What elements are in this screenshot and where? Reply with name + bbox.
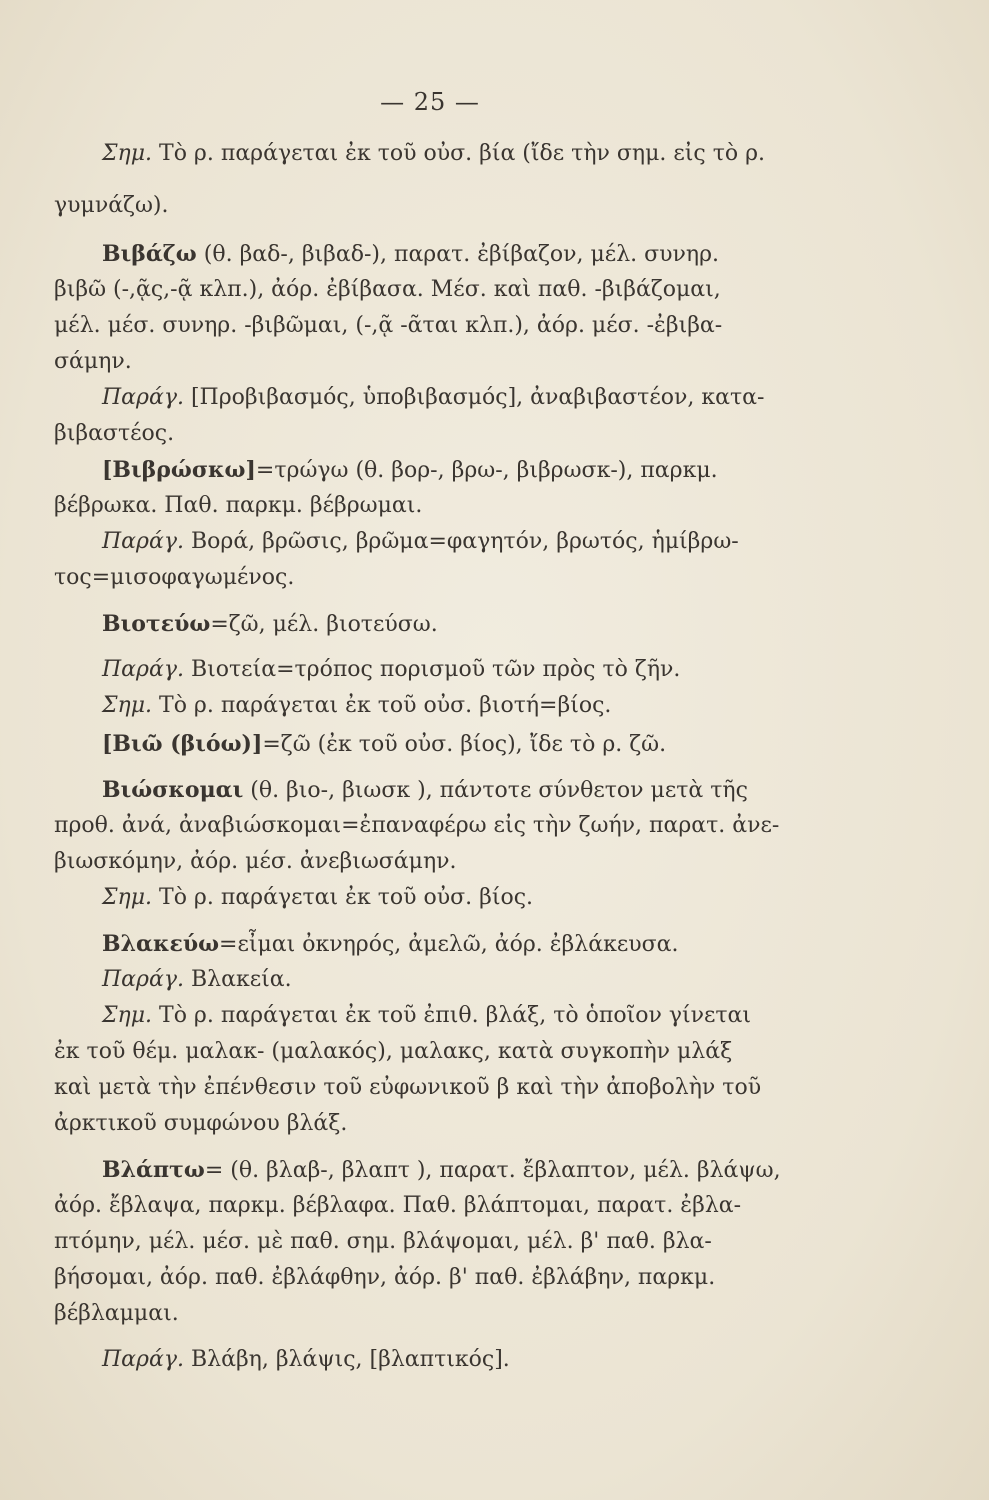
line-text: Τὸ ρ. παράγεται ἐκ τοῦ οὐσ. βιοτή=βίος. — [152, 693, 612, 718]
line-text: Βλάβη, βλάψις, [βλαπτικός]. — [183, 1347, 510, 1372]
line-text: βιωσκόμην, ἀόρ. μέσ. ἀνεβιωσάμην. — [54, 849, 457, 874]
line-text: Τὸ ρ. παράγεται ἐκ τοῦ ἐπιθ. βλάξ, τὸ ὁποῖον γίνεται — [152, 1003, 752, 1028]
entry-label: Σημ. — [102, 693, 153, 718]
text-line — [102, 140, 765, 168]
entry-label: Παράγ. — [102, 529, 184, 554]
line-text: Τὸ ρ. παράγεται ἐκ τοῦ οὐσ. βίος. — [152, 885, 534, 910]
line-text: ἀόρ. ἔβλαψα, παρκμ. βέβλαφα. Παθ. βλάπτομαι, παρατ. ἐβλα- — [54, 1193, 742, 1218]
line-text: (θ. βαδ-, βιβαδ-), παρατ. ἐβίβαζον, μέλ. συνηρ. — [196, 242, 719, 267]
text-line — [102, 456, 718, 485]
entry-label: Παράγ. — [102, 385, 184, 410]
line-text: βιβῶ (-,ᾷς,-ᾷ κλπ.), ἀόρ. ἐβίβασα. Μέσ. καὶ παθ. -βιβάζομαι, — [54, 277, 721, 302]
text-line — [54, 1038, 732, 1066]
text-line — [102, 610, 438, 639]
headword: Βιοτεύω — [102, 611, 211, 637]
line-text: =ζῶ, μέλ. βιοτεύσω. — [210, 612, 438, 637]
line-text: = (θ. βλαβ-, βλαπτ ), παρατ. ἔβλαπτον, μέλ. βλάψω, — [204, 1158, 781, 1183]
line-text: (θ. βιο-, βιωσκ ), πάντοτε σύνθετον μετὰ τῆς — [243, 778, 748, 803]
line-text: βήσομαι, ἀόρ. παθ. ἐβλάφθην, ἀόρ. β' παθ. ἐβλάβην, παρκμ. — [54, 1265, 716, 1290]
entry-label: Παράγ. — [102, 657, 184, 682]
text-line — [54, 848, 457, 876]
text-line — [54, 1228, 712, 1256]
line-text: =ζῶ (ἐκ τοῦ οὐσ. βίος), ἴδε τὸ ρ. ζῶ. — [262, 732, 667, 757]
line-text: =τρώγω (θ. βορ-, βρω-, βιβρωσκ-), παρκμ. — [255, 458, 718, 483]
headword: Βιβάζω — [102, 241, 197, 267]
text-line — [102, 776, 748, 805]
text-line — [102, 656, 680, 684]
text-line — [102, 384, 764, 412]
entry-label: Παράγ. — [102, 1347, 184, 1372]
text-line — [102, 1156, 781, 1185]
headword: Βλακεύω — [102, 931, 220, 957]
text-line — [54, 1074, 761, 1102]
text-line — [54, 312, 722, 340]
text-line — [54, 812, 779, 840]
entry-label: Σημ. — [102, 885, 153, 910]
page-number: — 25 — — [380, 88, 480, 116]
line-text: πτόμην, μέλ. μέσ. μὲ παθ. σημ. βλάψομαι, μέλ. β' παθ. βλα- — [54, 1229, 712, 1254]
line-text: προθ. ἀνά, ἀναβιώσκομαι=ἐπαναφέρω εἰς τὴν ζωήν, παρατ. ἀνε- — [54, 813, 780, 838]
text-line — [54, 420, 174, 448]
line-text: βιβαστέος. — [54, 421, 175, 446]
text-line — [54, 492, 422, 520]
headword: [Βιῶ (βιόω)] — [102, 731, 263, 757]
text-line — [102, 930, 678, 959]
headword: [Βιβρώσκω] — [102, 457, 256, 483]
entry-label: Σημ. — [102, 1003, 153, 1028]
line-text: ἀρκτικοῦ συμφώνου βλάξ. — [54, 1111, 348, 1136]
text-line — [102, 240, 719, 269]
line-text: Βορά, βρῶσις, βρῶμα=φαγητόν, βρωτός, ἡμίβρω- — [183, 529, 739, 554]
text-line — [102, 692, 611, 720]
text-line — [102, 966, 292, 994]
line-text: Βλακεία. — [183, 967, 292, 992]
entry-label: Παράγ. — [102, 967, 184, 992]
line-text: =εἶμαι ὀκνηρός, ἀμελῶ, ἀόρ. ἐβλάκευσα. — [219, 932, 679, 957]
entry-label: Σημ. — [102, 141, 153, 166]
text-line — [54, 348, 132, 376]
line-text: γυμνάζω). — [54, 193, 169, 218]
line-text: τος=μισοφαγωμένος. — [54, 565, 295, 590]
line-text: σάμην. — [54, 349, 132, 374]
text-line — [54, 276, 721, 304]
headword: Βιώσκομαι — [102, 777, 244, 803]
line-text: βέβρωκα. Παθ. παρκμ. βέβρωμαι. — [54, 493, 423, 518]
line-text: μέλ. μέσ. συνηρ. -βιβῶμαι, (-,ᾷ -ᾶται κλπ.), ἀόρ. μέσ. -ἐβιβα- — [54, 313, 723, 338]
text-line — [102, 1346, 510, 1374]
line-text: Τὸ ρ. παράγεται ἐκ τοῦ οὐσ. βία (ἴδε τὴν σημ. εἰς τὸ ρ. — [152, 141, 766, 166]
text-line — [102, 528, 739, 556]
line-text: καὶ μετὰ τὴν ἐπένθεσιν τοῦ εὐφωνικοῦ β καὶ τὴν ἀποβολὴν τοῦ — [54, 1075, 762, 1100]
text-line — [54, 1192, 741, 1220]
text-line — [102, 1002, 751, 1030]
text-line — [102, 884, 533, 912]
headword: Βλάπτω — [102, 1157, 205, 1183]
text-line — [102, 730, 666, 759]
line-text: [Προβιβασμός, ὑποβιβασμός], ἀναβιβαστέον, κατα- — [183, 385, 765, 410]
text-line — [54, 564, 294, 592]
text-line — [54, 192, 169, 220]
text-line — [54, 1300, 179, 1328]
line-text: ἐκ τοῦ θέμ. μαλακ- (μαλακός), μαλακς, κατὰ συγκοπὴν μλάξ — [54, 1039, 733, 1064]
text-line — [54, 1110, 347, 1138]
line-text: Βιοτεία=τρόπος πορισμοῦ τῶν πρὸς τὸ ζῆν. — [183, 657, 681, 682]
text-line — [54, 1264, 715, 1292]
line-text: βέβλαμμαι. — [54, 1301, 179, 1326]
